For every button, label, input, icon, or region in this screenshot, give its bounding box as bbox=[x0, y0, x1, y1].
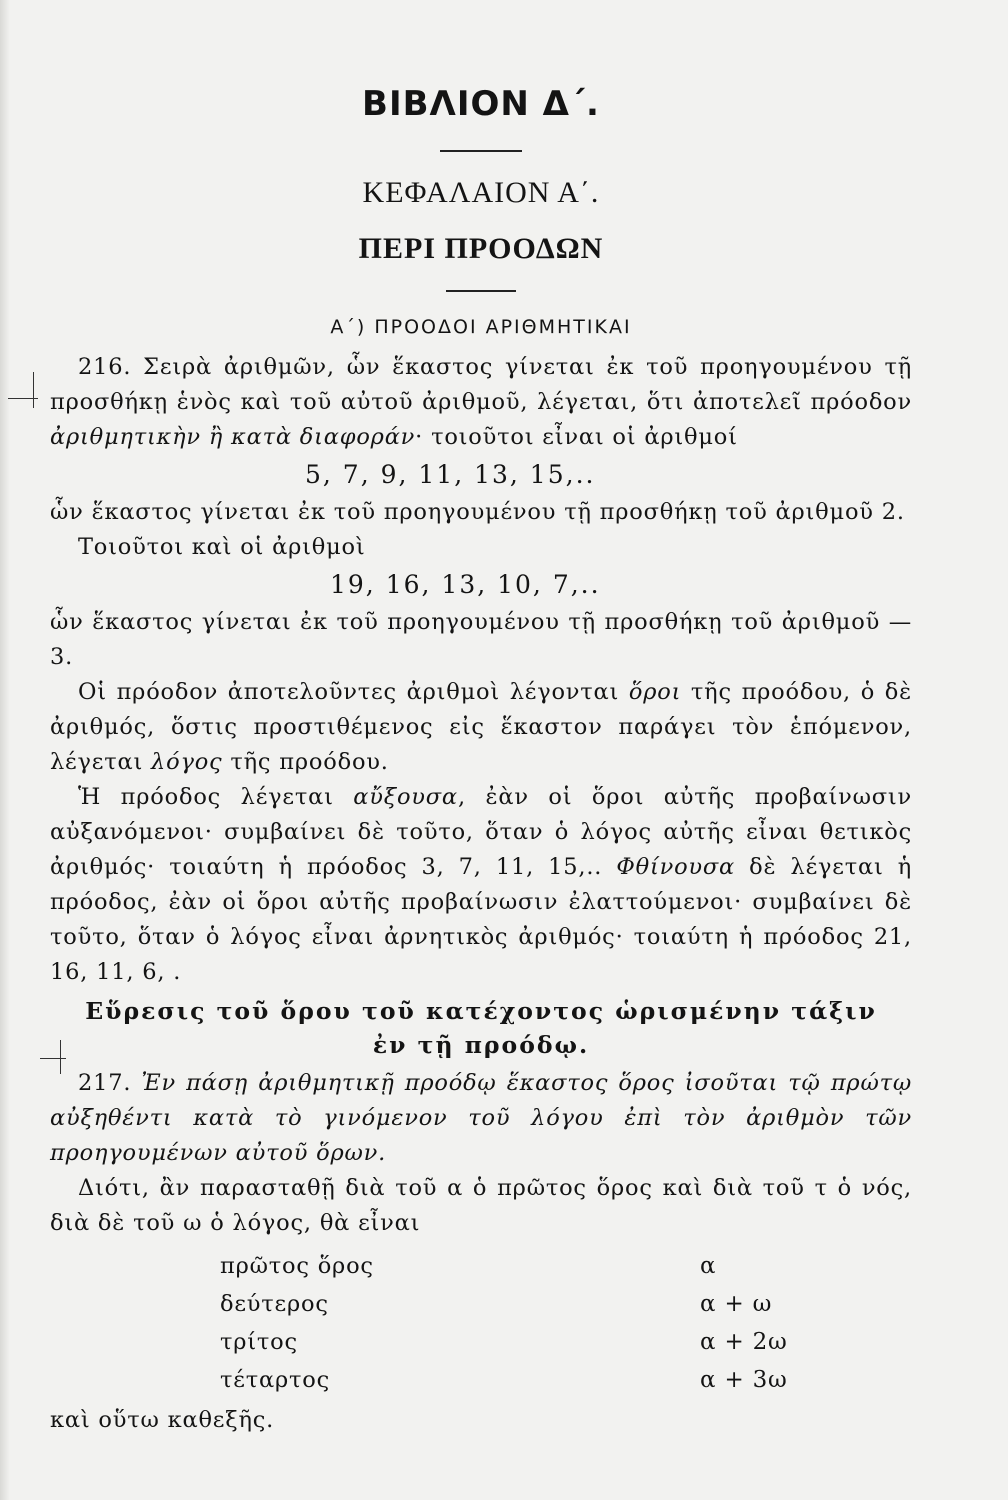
chapter-rule bbox=[446, 290, 516, 292]
term-expression: α + 3ω bbox=[700, 1367, 788, 1393]
term-name: δεύτερος bbox=[220, 1291, 329, 1317]
term-row bbox=[220, 1323, 912, 1361]
growth-paragraph bbox=[50, 780, 912, 990]
term-name: πρῶτος ὅρος bbox=[220, 1253, 374, 1279]
terms-em-2: λόγος bbox=[151, 749, 223, 775]
subsection-heading-line-1: Εὕρεσις τοῦ ὅρου τοῦ κατέχοντος ὡρισμένην τάξιν bbox=[85, 997, 877, 1025]
paragraph-216 bbox=[50, 350, 912, 455]
proof-text: Διότι, ἂν παρασταθῇ διὰ τοῦ α ὁ πρῶτος ὅρος καὶ διὰ τοῦ τ ὁ νός, διὰ δὲ τοῦ ω ὁ λόγος, θὰ εἶναι bbox=[50, 1175, 912, 1236]
terms-em-1: ὅροι bbox=[628, 679, 682, 705]
term-name: τρίτος bbox=[220, 1329, 298, 1355]
sequence-2-intro: Τοιοῦτοι καὶ οἱ ἀριθμοὶ bbox=[78, 534, 366, 560]
term-expression: α + ω bbox=[700, 1291, 773, 1317]
book-title: ΒΙΒΛΙΟΝ Δ΄. bbox=[362, 84, 600, 124]
para216-text-a: 216. Σειρὰ ἀριθμῶν, ὧν ἕκαστος γίνεται ἐκ τοῦ προηγουμένου τῇ προσθήκῃ ἑνὸς καὶ τοῦ αὐτοῦ ἀριθμοῦ, λέγεται, ὅτι ἀποτελεῖ πρόοδον bbox=[50, 354, 912, 415]
growth-em-1: αὔξουσα bbox=[353, 784, 458, 810]
growth-text-b: , ἐὰν οἱ ὅροι αὐτῆς προβαίνωσιν αὐξανόμενοι· συμβαίνει δὲ τοῦτο, ὅταν ὁ λόγος αὐτῆς εἶναι θετικὸς ἀριθμός· τοιαύτη ἡ πρόοδος 3, 7, 11, 15,.. bbox=[50, 784, 912, 880]
title-rule bbox=[440, 150, 522, 152]
term-row bbox=[220, 1361, 912, 1399]
term-expression: α bbox=[700, 1253, 717, 1279]
term-row bbox=[220, 1285, 912, 1323]
para216-text-b: · τοιοῦτοι εἶναι οἱ ἀριθμοί bbox=[415, 424, 738, 450]
term-expression: α + 2ω bbox=[700, 1329, 788, 1355]
terms-text-a: Οἱ πρόοδον ἀποτελοῦντες ἀριθμοὶ λέγονται bbox=[78, 679, 629, 705]
section-heading: Α΄) ΠΡΟΟΔΟΙ ΑΡΙΘΜΗΤΙΚΑΙ bbox=[330, 316, 632, 338]
terms-table bbox=[50, 1247, 912, 1399]
sequence-1: 5, 7, 9, 11, 13, 15,.. bbox=[305, 460, 596, 489]
chapter-heading: ΚΕΦΑΛΑΙΟΝ Α΄. bbox=[362, 176, 600, 209]
sequence-1-caption: ὧν ἕκαστος γίνεται ἐκ τοῦ προηγουμένου τῇ προσθήκῃ τοῦ ἀριθμοῦ 2. bbox=[50, 499, 905, 525]
growth-text-c: δὲ λέγεται ἡ πρόοδος, ἐὰν οἱ ὅροι αὐτῆς προβαίνωσιν ἐλαττούμενοι· συμβαίνει δὲ τοῦτο, ὅταν ὁ λόγος εἶναι ἀρνητικὸς ἀριθμός· τοιαύτη ἡ πρόοδος 21, 16, 11, 6, . bbox=[50, 854, 912, 985]
terms-text-b: τῆς προόδου, ὁ δὲ ἀριθμός, ὅστις προστιθέμενος εἰς ἕκαστον παράγει τὸν ἑπόμενον, λέγεται bbox=[50, 679, 912, 775]
page-content bbox=[50, 70, 912, 1438]
terms-text-c: τῆς προόδου. bbox=[222, 749, 389, 775]
term-row bbox=[220, 1247, 912, 1285]
subsection-heading bbox=[50, 994, 912, 1062]
chapter-title: ΠΕΡΙ ΠΡΟΟΔΩΝ bbox=[358, 232, 604, 265]
paragraph-217 bbox=[50, 1066, 912, 1171]
subsection-heading-line-2: ἐν τῇ προόδῳ. bbox=[372, 1031, 590, 1059]
para217-number: 217. bbox=[78, 1070, 142, 1096]
margin-vmark-216 bbox=[33, 372, 34, 408]
growth-em-2: Φθίνουσα bbox=[616, 854, 736, 880]
terms-paragraph bbox=[50, 675, 912, 780]
para216-emphasis: ἀριθμητικὴν ἢ κατὰ διαφοράν bbox=[50, 424, 416, 450]
para217-theorem: Ἐν πάσῃ ἀριθμητικῇ προόδῳ ἕκαστος ὅρος ἰσοῦται τῷ πρώτῳ αὐξηθέντι κατὰ τὸ γινόμενον τοῦ λόγου ἐπὶ τὸν ἀριθμὸν τῶν προηγουμένων αὐτοῦ ὅρων. bbox=[50, 1070, 913, 1166]
closing-line: καὶ οὕτω καθεξῆς. bbox=[50, 1407, 275, 1433]
sequence-2-caption: ὧν ἕκαστος γίνεται ἐκ τοῦ προηγουμένου τῇ προσθήκῃ τοῦ ἀριθμοῦ —3. bbox=[50, 609, 912, 670]
term-name: τέταρτος bbox=[220, 1367, 330, 1393]
sequence-2: 19, 16, 13, 10, 7,.. bbox=[330, 570, 601, 599]
growth-text-a: Ἡ πρόοδος λέγεται bbox=[78, 784, 354, 810]
